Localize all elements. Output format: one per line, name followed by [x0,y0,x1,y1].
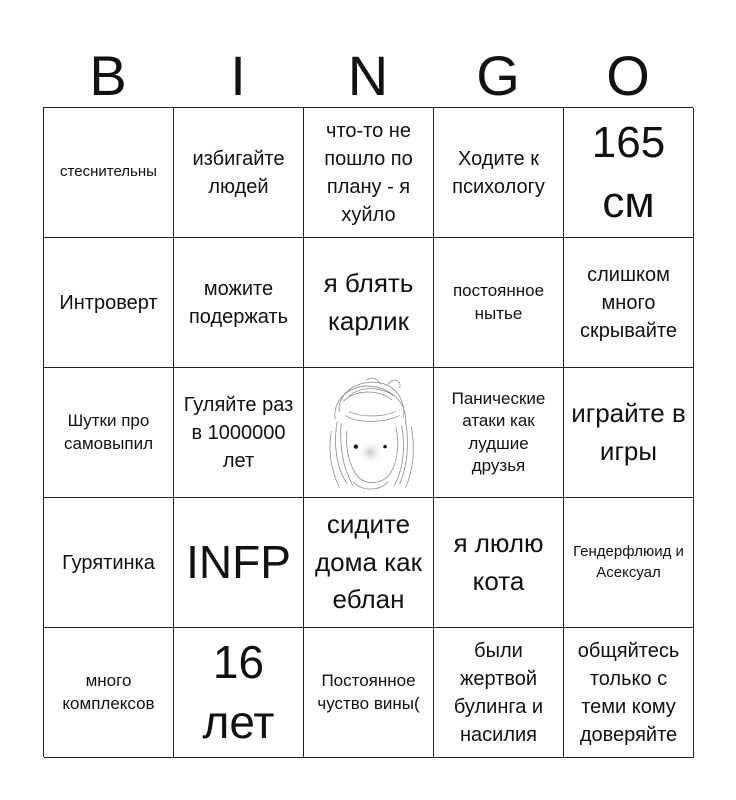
header-letter-i: I [230,44,246,107]
bingo-cell[interactable]: Гендерфлюид и Асексуал [564,498,694,628]
bingo-cell[interactable]: Шутки про самовыпил [44,368,174,498]
bingo-cell[interactable]: много комплексов [44,628,174,758]
bingo-cell[interactable]: сидите дома как еблан [304,498,434,628]
header-letter-n: N [347,44,389,107]
bingo-cell[interactable]: стеснительны [44,108,174,238]
bingo-cell[interactable]: Панические атаки как лудшие друзья [434,368,564,498]
bingo-cell[interactable]: INFP [174,498,304,628]
bingo-cell[interactable]: Ходите к психологу [434,108,564,238]
bingo-cell[interactable]: слишком много скрывайте [564,238,694,368]
bingo-cell[interactable]: Интроверт [44,238,174,368]
bingo-cell[interactable]: Гуляйте раз в 1000000 лет [174,368,304,498]
bingo-cell[interactable]: можите подержать [174,238,304,368]
sketch-face-drawing-icon [310,371,427,495]
bingo-cell[interactable]: играйте в игры [564,368,694,498]
bingo-cell[interactable]: 16 лет [174,628,304,758]
bingo-cell[interactable]: избигайте людей [174,108,304,238]
bingo-cell[interactable]: общяйтесь только с теми кому доверяйте [564,628,694,758]
bingo-cell[interactable]: что-то не пошло по плану - я хуйло [304,108,434,238]
bingo-cell[interactable]: постоянное нытье [434,238,564,368]
bingo-cell[interactable]: 165 см [564,108,694,238]
header-letter-o: O [606,44,650,107]
bingo-header [43,46,693,106]
header-letter-g: G [476,44,520,107]
bingo-board [43,107,693,757]
bingo-cell[interactable]: были жертвой булинга и насилия [434,628,564,758]
bingo-cell[interactable]: Гурятинка [44,498,174,628]
header-letter-b: B [89,44,127,107]
free-space-cell[interactable] [304,368,434,498]
bingo-cell[interactable]: я блять карлик [304,238,434,368]
bingo-cell[interactable]: Постоянное чуство вины( [304,628,434,758]
bingo-cell[interactable]: я люлю кота [434,498,564,628]
